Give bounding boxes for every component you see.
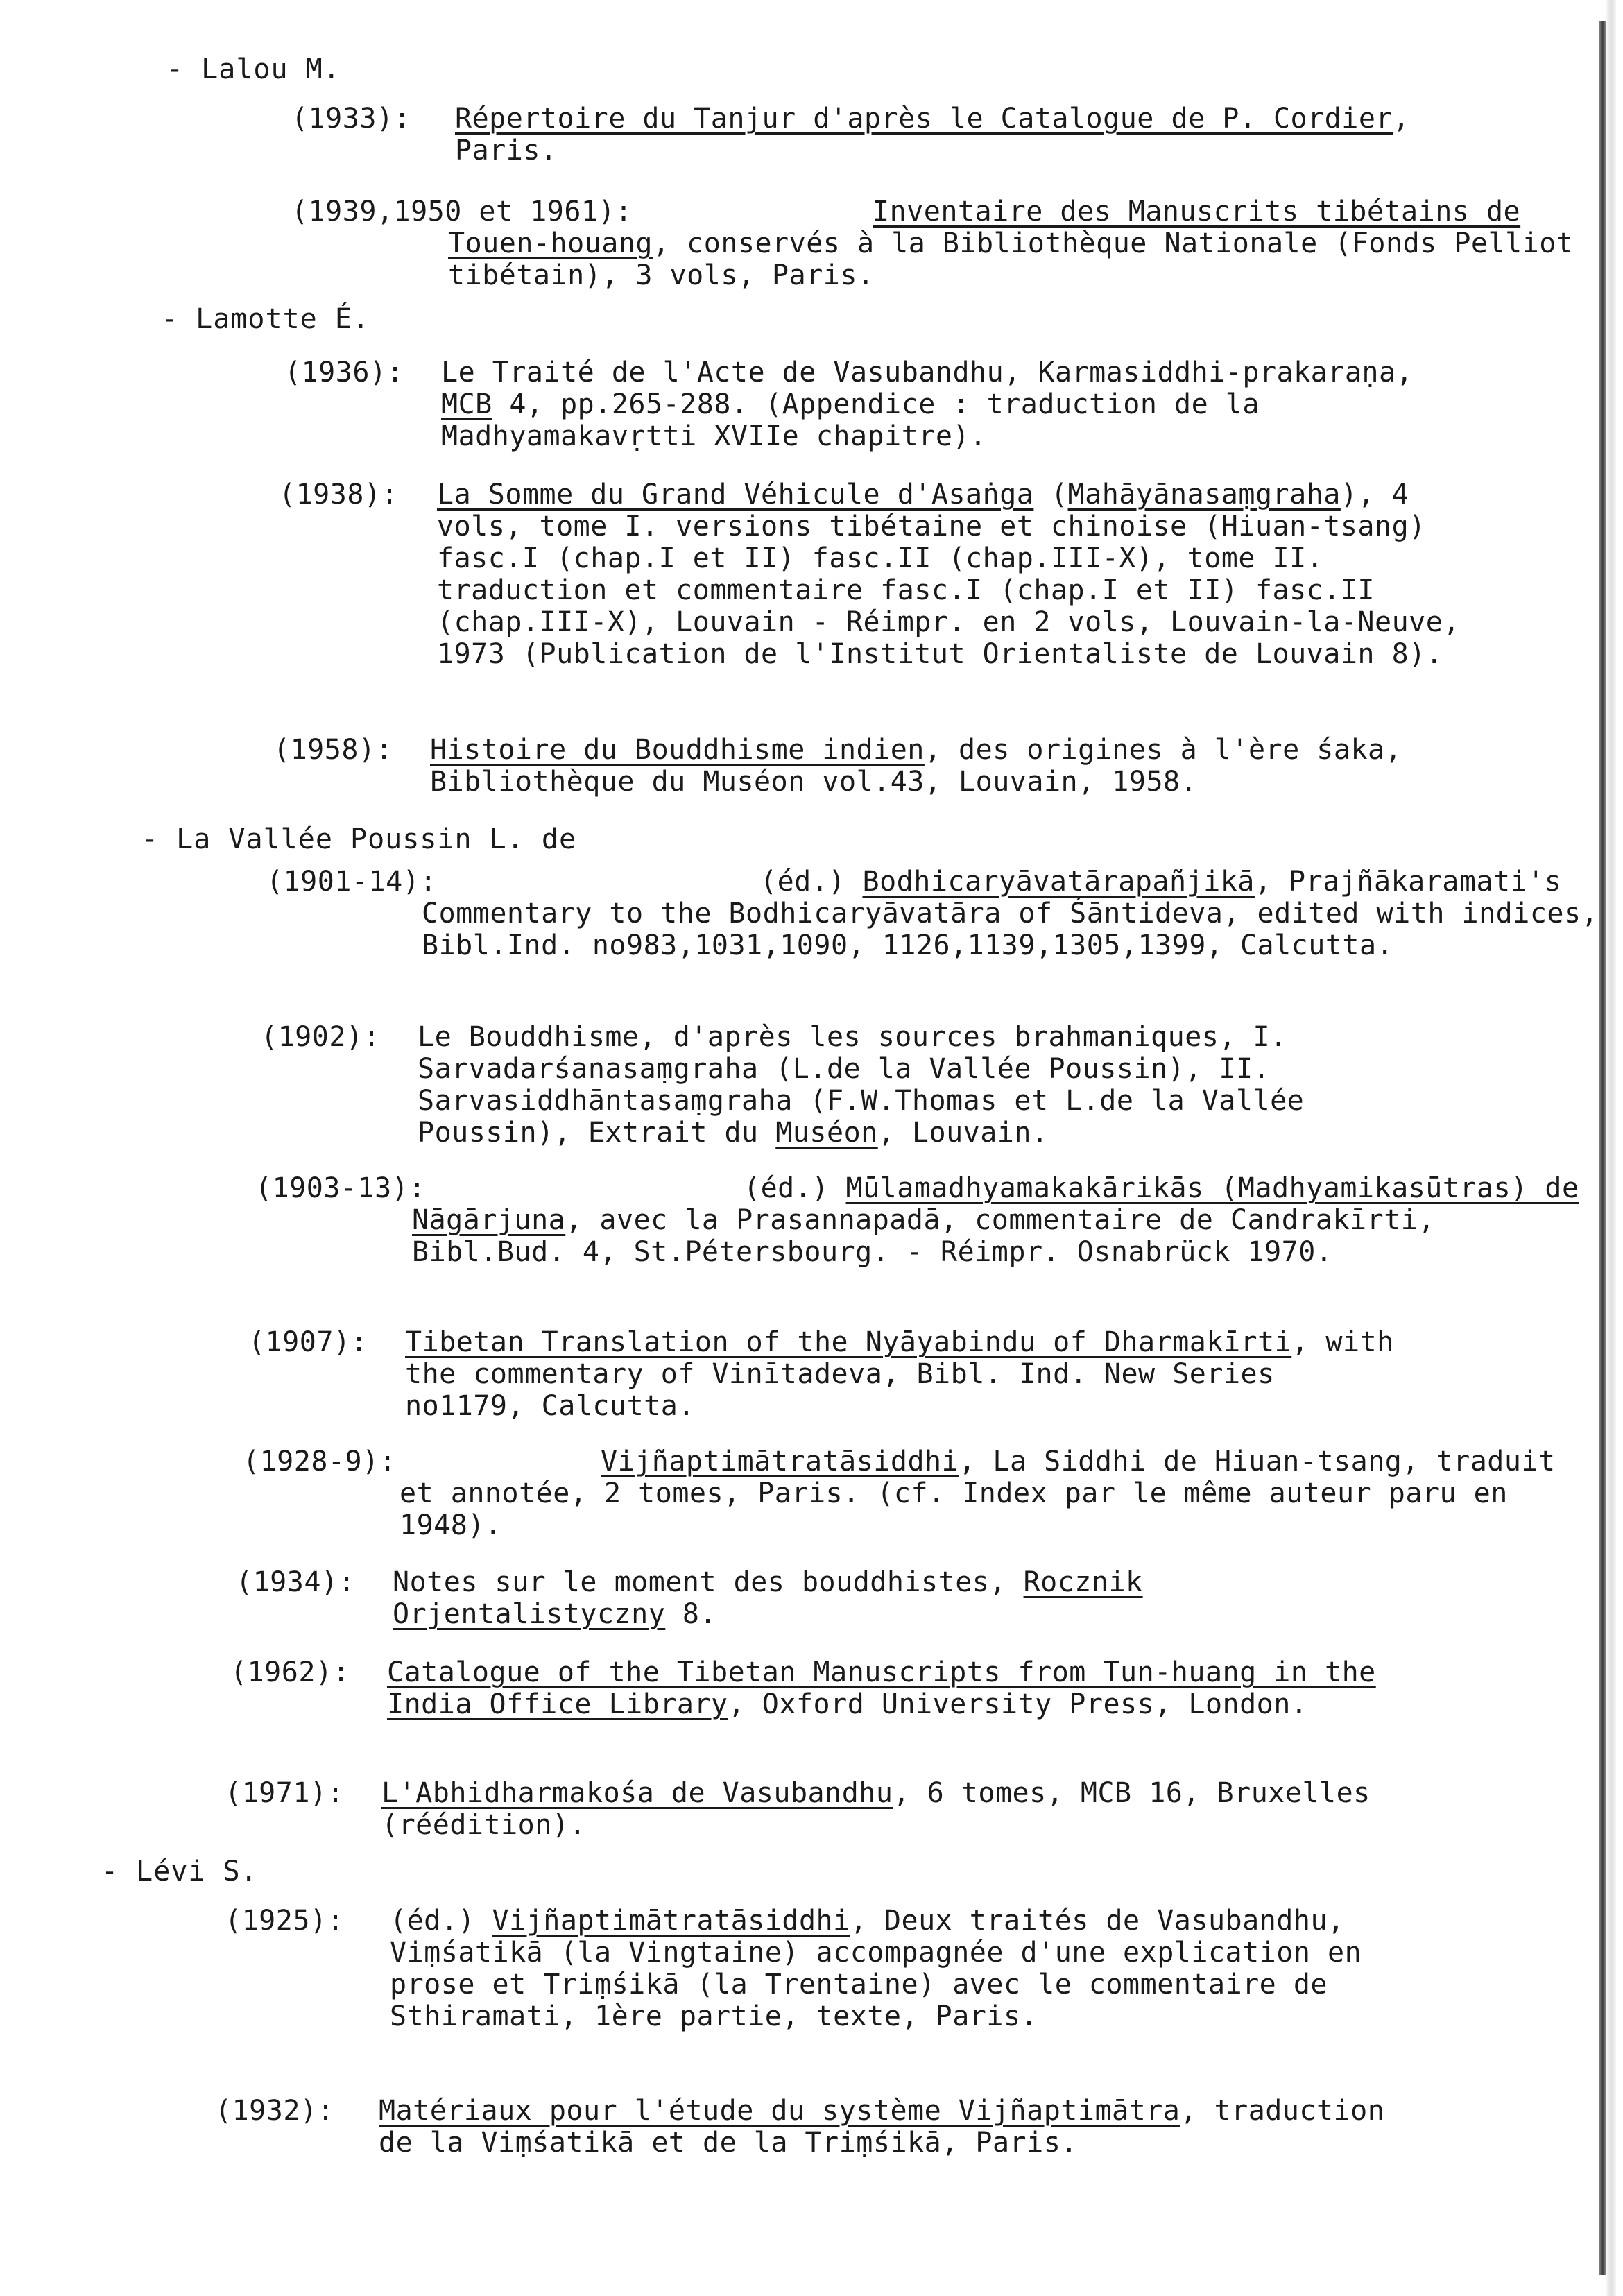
entry-year: (1936): [284,357,404,388]
entry-year: (1939,1950 et 1961): [291,196,633,228]
entry-text [243,1446,1592,1541]
entry-text-run: , conservés à la Bibliothèque Nationale (Fonds Pelliot tibétain), 3 vols, Paris. [448,228,1574,291]
entry-text [405,1326,1404,1422]
entry-text-run: (éd.) [390,1905,492,1937]
entry-text [255,1172,1591,1268]
entry-title: Bodhicaryāvatārapañjikā [862,866,1255,898]
author-heading: - Lalou M. [166,53,341,85]
entry-year: (1902): [261,1021,381,1053]
entry-year: (1925): [225,1905,345,1937]
entry-text-run: , 6 tomes, MCB 16, Bruxelles (réédition). [381,1777,1371,1841]
entry-text-run: , des origines à l'ère śaka, Bibliothèque du Muséon vol.43, Louvain, 1958. [430,734,1402,798]
entry-text-run: 8. [665,1598,717,1630]
entry-text-run: (éd.) [760,866,863,898]
entry-text-run: , Prajñākaramati's Commentary to the Bodhicaryāvatāra of Śāntideva, edited with indices, Bibl.Ind. no983,1031,1090, 1126,1139,1305,1399, Calcutta. [422,866,1599,961]
author-heading: - La Vallée Poussin L. de [141,823,577,855]
entry-text-run: , La Siddhi de Hiuan-tsang, traduit et annotée, 2 tomes, Paris. (cf. Index par le même auteur paru en 1948). [400,1446,1556,1541]
entry-text-run: Notes sur le moment des bouddhistes, [393,1566,1024,1598]
entry-text [381,1777,1380,1841]
entry-text [266,866,1601,961]
entry-title: Mahāyānasaṃgraha [1067,479,1341,511]
entry-text [441,357,1461,452]
entry-text-run: Le Traité de l'Acte de Vasubandhu, Karmasiddhi-prakaraṇa, [441,357,1414,388]
entry-text-run: ), 4 vols, tome I. versions tibétaine et chinoise (Hiuan-tsang) fasc.I (chap.I et II) fasc.II (chap.III-X), tome II. traduction et commentaire fasc.I (chap.I et II) fasc.II (chap.III-X), Louvain - Réimpr. en 2 vols, Louvain-la-Neuve, 1973 (Publication de l'Institut Orientaliste de Louvain 8). [437,479,1460,670]
entry-title: Muséon [775,1117,878,1149]
entry-title: Rocznik Orjentalistyczny [393,1566,1143,1630]
entry-text-run: ( [1033,479,1068,511]
entry-text [430,734,1470,798]
entry-title: Histoire du Bouddhisme indien [430,734,925,766]
entry-year: (1903-13): [255,1172,426,1204]
entry-title: Vijñaptimātratāsiddhi [601,1446,959,1477]
entry-year: (1938): [279,479,399,511]
entry-text-run: , traduction de la Viṃśatikā et de la Triṃśikā, Paris. [379,2095,1385,2159]
entry-title: Répertoire du Tanjur d'après le Catalogue de P. Cordier [455,103,1393,135]
entry-text-run: , Deux traités de Vasubandhu, Viṃśatikā (la Vingtaine) accompagnée d'une explication en prose et Triṃśikā (la Trentaine) avec le commentaire de Sthiramati, 1ère partie, texte, Paris. [390,1905,1362,2032]
entry-text-run: , Oxford University Press, London. [728,1688,1308,1720]
entry-text-run: , Louvain. [877,1117,1049,1149]
entry-title: MCB [441,388,492,420]
entry-title: Catalogue of the Tibetan Manuscripts from Tun-huang in the India Office Library [387,1656,1376,1720]
entry-text-run: , with the commentary of Vinītadeva, Bibl. Ind. New Series no1179, Calcutta. [405,1326,1394,1422]
entry-title: Inventaire des Manuscrits tibétains de Touen-houang [448,196,1521,259]
entry-text-run: , avec la Prasannapadā, commentaire de Candrakīrti, Bibl.Bud. 4, St.Pétersbourg. - Réimpr. Osnabrück 1970. [412,1204,1435,1268]
entry-text-run: Le Bouddhisme, d'après les sources brahmaniques, I. Sarvadarśanasaṃgraha (L.de la Vallée Poussin), II. Sarvasiddhāntasaṃgraha (F.W.Thomas et L.de la Vallée Poussin), Extrait du [418,1021,1305,1149]
entry-title: Tibetan Translation of the Nyāyabindu of Dharmakīrti [405,1326,1292,1358]
entry-title: Vijñaptimātratāsiddhi [492,1905,850,1937]
entry-year: (1907): [248,1326,368,1358]
entry-text [390,1905,1416,2032]
page-edge-shadow [1606,0,1616,2296]
entry-year: (1971): [225,1777,345,1809]
entry-text-run: , Paris. [455,103,1410,166]
entry-year: (1928-9): [243,1446,397,1477]
entry-year: (1962): [230,1656,350,1688]
entry-text [387,1656,1386,1720]
entry-text-run: (éd.) [744,1172,846,1204]
entry-year: (1901-14): [266,866,437,898]
entry-text [418,1021,1416,1149]
entry-text [393,1566,1391,1630]
author-heading: - Lamotte É. [161,303,370,335]
entry-text-run: 4, pp.265-288. (Appendice : traduction de la Madhyamakavṛtti XVIIe chapitre). [441,388,1260,452]
entry-text [455,103,1412,166]
author-heading: - Lévi S. [101,1856,258,1887]
page-edge-line [1599,21,1606,2275]
entry-year: (1932): [215,2095,335,2127]
entry-text [291,196,1592,291]
entry-title: La Somme du Grand Véhicule d'Asaṅga [437,479,1034,511]
entry-text [437,479,1470,670]
entry-title: Mūlamadhyamakakārikās (Madhyamikasūtras) de Nāgārjuna [412,1172,1579,1236]
entry-year: (1934): [236,1566,356,1598]
entry-title: Matériaux pour l'étude du système Vijñaptimātra [379,2095,1180,2127]
entry-year: (1933): [291,103,411,135]
entry-text [379,2095,1405,2159]
entry-title: L'Abhidharmakośa de Vasubandhu [381,1777,893,1809]
entry-year: (1958): [273,734,393,766]
